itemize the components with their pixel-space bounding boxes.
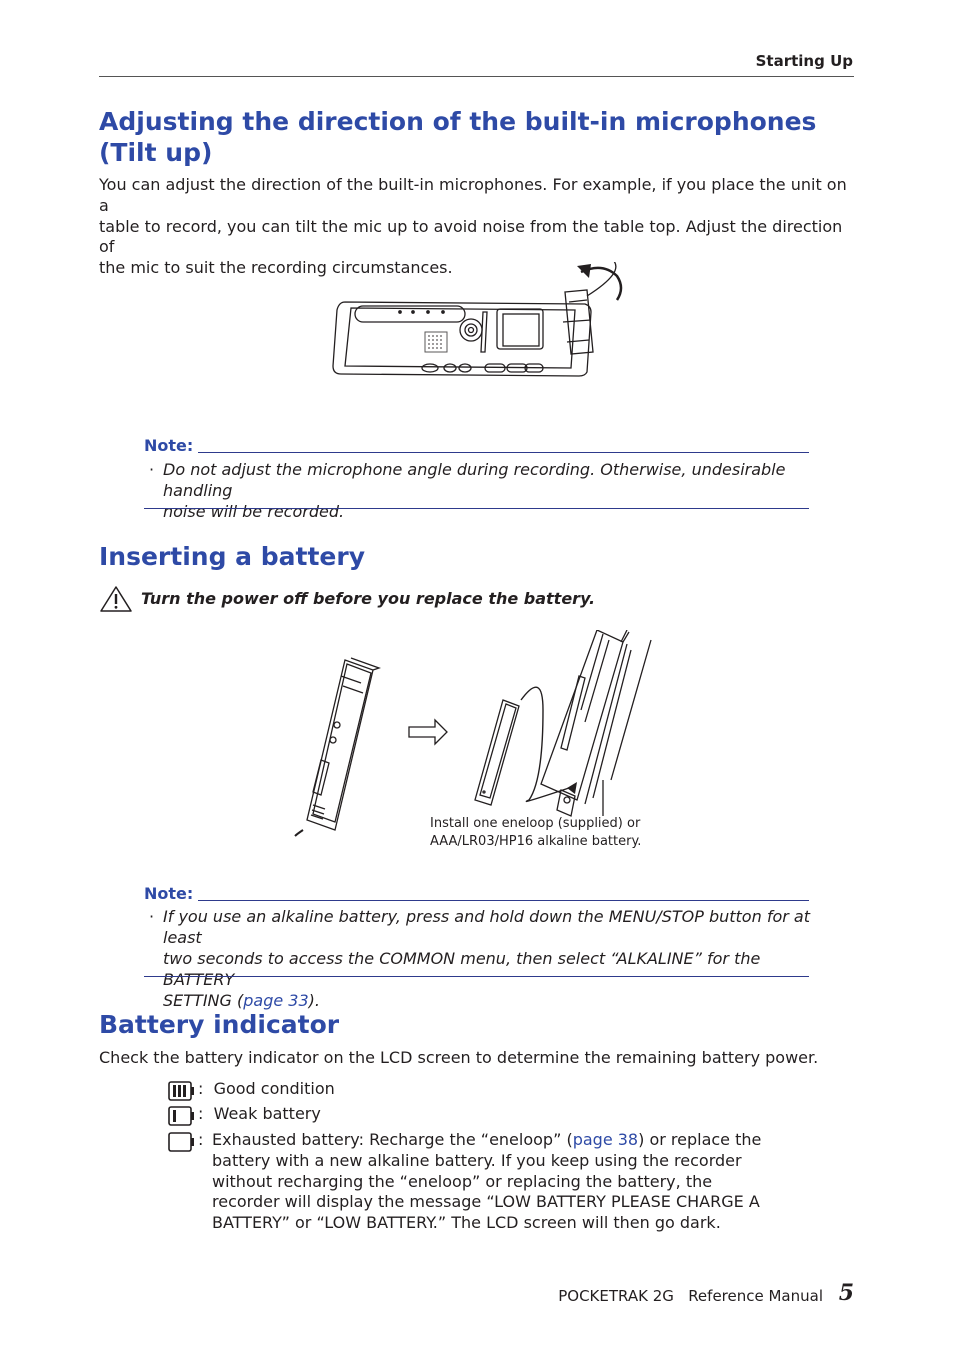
note-bottom-rule <box>144 508 809 509</box>
paragraph-line: table to record, you can tilt the mic up to avoid noise from the table top. Adjust the direction of <box>99 216 843 257</box>
page-38-link[interactable]: page 38 <box>572 1130 639 1149</box>
footer-title <box>558 1287 823 1305</box>
caption-line: Install one eneloop (supplied) or <box>430 816 641 831</box>
indicator-intro: Check the battery indicator on the LCD screen to determine the remaining battery power. <box>99 1048 819 1067</box>
paragraph-line: the mic to suit the recording circumstances. <box>99 258 453 278</box>
battery-full-icon <box>168 1081 196 1101</box>
title-line-1: Adjusting the direction of the built-in microphones <box>99 107 817 136</box>
battery-weak-icon <box>168 1106 196 1126</box>
note-label: Note: <box>144 884 194 903</box>
note-bottom-rule <box>144 976 809 977</box>
note-top-rule <box>198 452 809 453</box>
recorder-tilt-illustration <box>325 262 625 382</box>
indicator-label: Good condition <box>213 1079 335 1098</box>
battery-caption <box>430 815 641 851</box>
section-title-battery: Inserting a battery <box>99 542 366 571</box>
indicator-row-exhausted <box>212 1130 772 1234</box>
warning-text: Turn the power off before you replace the battery. <box>141 589 596 608</box>
note-text-line: two seconds to access the COMMON menu, then select “ALKALINE” for the BATTERY <box>163 949 761 989</box>
paragraph-line: You can adjust the direction of the built-in microphones. For example, if you place the unit on a <box>99 175 847 215</box>
indicator-text-line: without recharging the “eneloop” or replacing the battery, the <box>212 1171 713 1191</box>
page-33-link[interactable]: page 33 <box>243 991 309 1010</box>
indicator-text-line: BATTERY” or “LOW BATTERY.” The LCD screen will then go dark. <box>212 1213 721 1233</box>
note-top-rule <box>198 900 809 901</box>
note-text-line: Do not adjust the microphone angle during recording. Otherwise, undesirable handling <box>163 460 786 500</box>
note-item <box>149 459 813 522</box>
header-divider <box>99 76 854 77</box>
indicator-label: Weak battery <box>213 1104 321 1123</box>
footer-manual: Reference Manual <box>688 1287 823 1305</box>
footer-product: POCKETRAK 2G <box>558 1287 674 1305</box>
indicator-text-line: Exhausted battery: Recharge the “eneloop” (page 38) or replace the <box>212 1130 762 1149</box>
title-line-2: (Tilt up) <box>99 138 213 167</box>
battery-insert-illustration <box>285 630 665 840</box>
note-label: Note: <box>144 436 194 455</box>
indicator-row-good: : Good condition <box>198 1079 335 1098</box>
caption-line: AAA/LR03/HP16 alkaline battery. <box>430 834 642 849</box>
note-text-line: SETTING (page 33). <box>163 991 320 1010</box>
section-title-tilt <box>99 106 816 168</box>
running-header: Starting Up <box>755 52 853 70</box>
bullet-icon: · <box>149 907 155 926</box>
indicator-row-weak: : Weak battery <box>198 1104 321 1123</box>
section-title-indicator: Battery indicator <box>99 1010 340 1039</box>
battery-empty-icon <box>168 1132 196 1152</box>
note-item <box>149 906 813 1011</box>
note-text-line: If you use an alkaline battery, press and hold down the MENU/STOP button for at least <box>163 907 810 947</box>
warning-icon <box>99 585 133 613</box>
indicator-row-exhausted-colon: : <box>198 1130 204 1149</box>
bullet-icon: · <box>149 460 155 479</box>
note-text-line: noise will be recorded. <box>163 502 345 521</box>
indicator-text-line: battery with a new alkaline battery. If you keep using the recorder <box>212 1150 742 1170</box>
page-number: 5 <box>838 1280 854 1306</box>
indicator-text-line: recorder will display the message “LOW BATTERY PLEASE CHARGE A <box>212 1192 760 1212</box>
